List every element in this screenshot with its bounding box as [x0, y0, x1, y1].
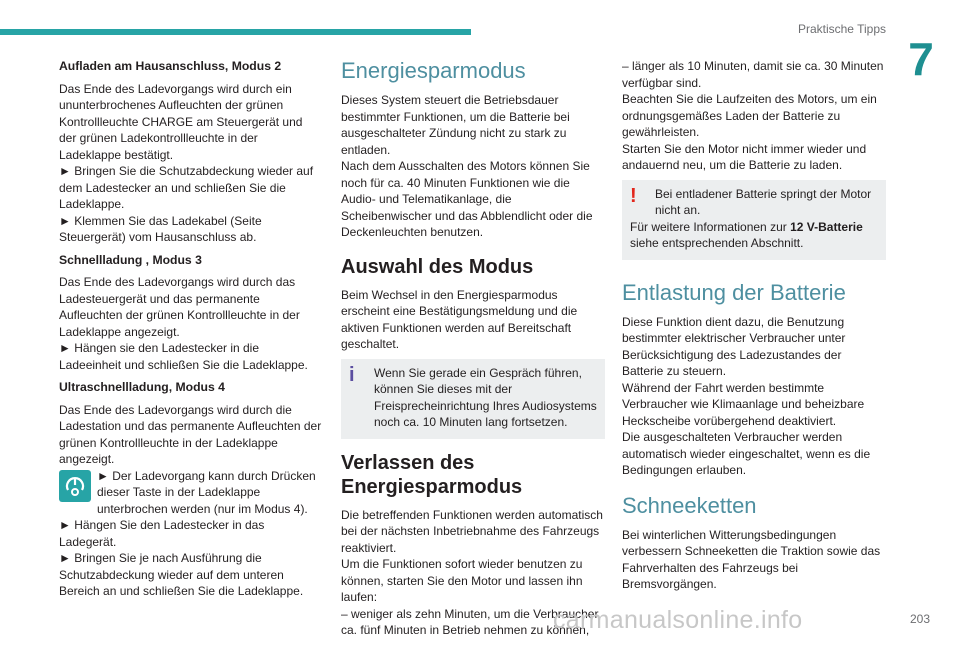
heading-mode-selection: Auswahl des Modus [341, 255, 534, 278]
text-leave-energy-saving: Die betreffenden Funktionen werden automatisch bei der nächsten Inbetriebnahme des Fahrzeugs reaktiviert. Um die Funktionen sofort wieder benutzen zu können, starten Sie den Motor und lassen ihn laufen: – weniger als zehn Minuten, um die Verbraucher ca. fünf Minuten in Betrieb nehmen zu können, [341, 507, 603, 637]
warning-note-line: Bei entladener Batterie springt der Motor nicht an. [655, 186, 872, 217]
text-continued: – länger als 10 Minuten, damit sie ca. 30 Minuten verfügbar sind. Beachten Sie die Laufzeiten des Motors, um ein ordnungsgemäßes Laden der Batterie zu gewährleisten. Starten Sie den Motor nicht immer wieder und andauernd neu, um die Batterie zu laden. [622, 59, 884, 172]
warning-note-suffix: siehe entsprechenden Abschnitt. [630, 236, 804, 250]
column-1 [59, 58, 323, 606]
text-mode2: Das Ende des Ladevorgangs wird durch ein ununterbrochenes Aufleuchten der grünen Kontrollleuchte CHARGE am Steuergerät und der grünen Ladekontrollleuchte in der Ladeklappe bestätigt. ► Bringen Sie die Schutzabdeckung wieder auf dem Ladestecker an und schließen Sie die Ladeklappe. ► Klemmen Sie das Ladekabel (Seite Steuergerät) vom Hausanschluss ab. [59, 81, 314, 244]
heading-mode4: Ultraschnellladung, Modus 4 [59, 380, 225, 394]
watermark: carmanualsonline.info [553, 606, 803, 634]
heading-leave-energy-saving: Verlassen des Energiesparmodus [341, 451, 523, 498]
heading-snow-chains: Schneeketten [622, 492, 757, 518]
text-mode3: Das Ende des Ladevorgangs wird durch das Ladesteuergerät und das permanente Aufleuchten der grünen Kontrollleuchte in der Ladeklappe angezeigt. ► Hängen sie den Ladestecker in die Ladeeinheit und schließen Sie die Ladeklappe. [59, 275, 308, 372]
text-snow-chains: Bei winterlichen Witterungsbedingungen verbessern Schneeketten die Traktion sowie das Fahrverhalten des Fahrzeugs bei Bremsvorgängen. [622, 527, 881, 591]
heading-mode3: Schnellladung , Modus 3 [59, 252, 202, 267]
text-mode4b: ► Der Ladevorgang kann durch Drücken dieser Taste in der Ladeklappe unterbrochen werden (nur im Modus 4). ► Hängen Sie den Ladestecker in das Ladegerät. ► Bringen Sie je nach Ausführung die Schutzabdeckung wieder auf dem unteren Bereich an und schließen Sie die Ladeklappe. [59, 468, 316, 598]
warning-note-bold: 12 V-Batterie [790, 219, 863, 234]
heading-battery-relief: Entlastung der Batterie [622, 279, 846, 305]
column-2 [341, 58, 605, 645]
text-mode4a: Das Ende des Ladevorgangs wird durch die Ladestation und das permanente Aufleuchten der grünen Kontrollleuchte in der Ladeklappe angezeigt. [59, 402, 322, 466]
warning-note [622, 180, 886, 260]
warning-note-prefix: Für weitere Informationen zur [630, 219, 791, 234]
warning-icon: ! [630, 184, 637, 207]
heading-mode2: Aufladen am Hausanschluss, Modus 2 [59, 59, 282, 73]
text-energy-saving: Dieses System steuert die Betriebsdauer bestimmter Funktionen, um die Batterie bei ausgeschalteter Zündung nicht zu stark zu entladen. Nach dem Ausschalten des Motors können Sie noch für ca. 40 Minuten Funktionen wie die Audio- und Telematikanlage, die Scheibenwischer und das Abblendlicht oder die Deckenleuchten benutzen. [341, 93, 593, 239]
text-battery-relief: Diese Funktion dient dazu, die Benutzung bestimmter elektrischer Verbraucher unter Berücksichtigung des Ladezustandes der Batterie zu steuern. Während der Fahrt werden bestimmte Verbraucher wie Klimaanlage und beheizbare Heckscheibe vorübergehend deaktiviert. Die ausgeschalteten Verbraucher werden automatisch wieder eingeschaltet, wenn es die Bedingungen erlauben. [622, 314, 871, 477]
info-note-text: Wenn Sie gerade ein Gespräch führen, können Sie dieses mit der Freisprecheinrichtung Ihres Audiosystems noch ca. 10 Minuten lang fortsetzen. [374, 365, 597, 429]
chapter-number: 7 [908, 33, 934, 85]
header-accent-bar [0, 29, 471, 35]
stop-charge-button-icon [59, 470, 91, 502]
text-mode-selection: Beim Wechsel in den Energiesparmodus erscheint eine Bestätigungsmeldung und die aktiven Funktionen werden auf Bereitschaft geschaltet. [341, 287, 578, 351]
info-note [341, 359, 605, 439]
header-title: Praktische Tipps [797, 22, 886, 36]
heading-energy-saving: Energiesparmodus [341, 58, 526, 83]
info-icon: i [349, 363, 355, 386]
column-3 [622, 58, 886, 599]
page-number: 203 [909, 612, 930, 626]
